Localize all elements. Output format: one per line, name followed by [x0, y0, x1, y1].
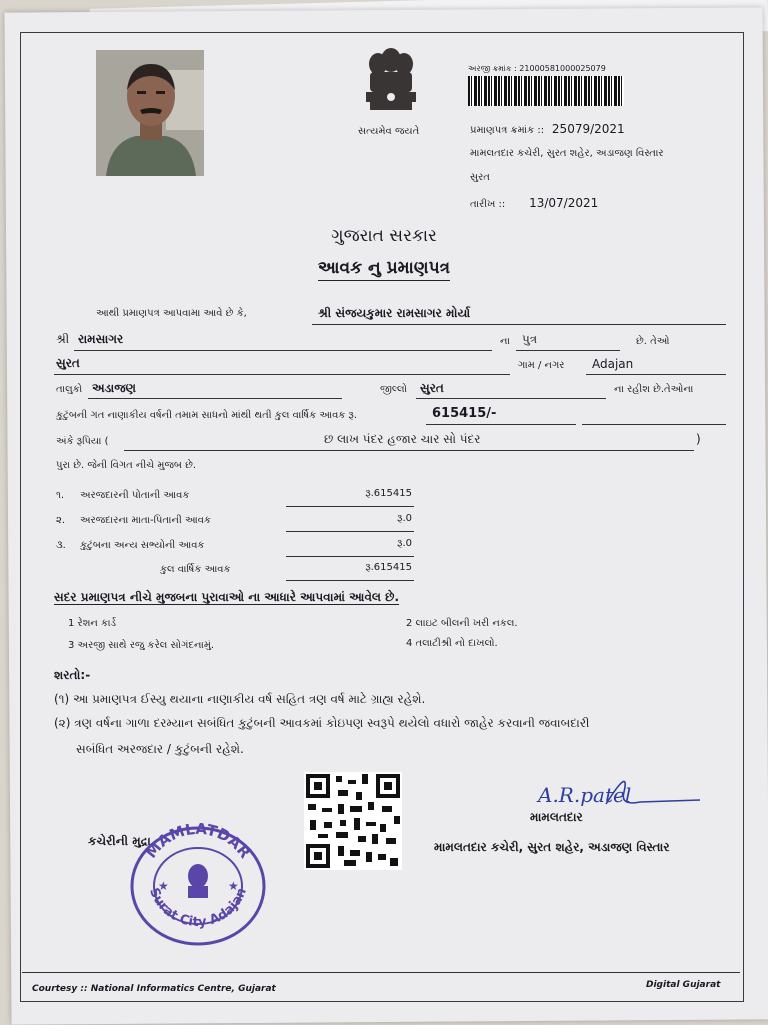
shri-label: શ્રી: [56, 332, 70, 346]
jilla-value: સુરત: [420, 381, 444, 395]
income-sentence: કુટુંબની ગત નાણાકીય વર્ષની તમામ સાધનો માંથી થતી કુલ વાર્ષિક આવક રૂ.: [56, 410, 358, 421]
underline: [286, 580, 414, 581]
footer-divider: [22, 972, 740, 973]
chhe-teo-label: છે. તેઓ: [636, 336, 670, 347]
mamlatdar-stamp: [128, 820, 268, 946]
condition-1: (૧) આ પ્રમાણપત્ર ઈસ્યુ થયાના નાણાકીય વર્ષ સહિત ત્રણ વર્ષ માટે ગ્રાહ્ય રહેશે.: [54, 692, 426, 706]
condition-2-cont: સબંધિત અરજદાર / કુટુંબની રહેશે.: [76, 742, 244, 756]
income-row-amount: રૂ.0: [397, 513, 412, 524]
taluka-label: તાલુકો: [56, 384, 83, 395]
cert-no-label: પ્રમાણપત્ર ક્રમાંક ::: [470, 125, 545, 136]
income-row-amount: રૂ.615415: [365, 488, 412, 499]
proof-item: 2 લાઇટ બીલની ખરી નકલ.: [406, 618, 518, 629]
signatory-office: મામલતદાર કચેરી, સુરત શહેર, અડાજણ વિસ્તાર: [434, 840, 670, 854]
office-seal-label: કચેરીની મુદ્રા: [88, 834, 151, 848]
place-value: સુરત: [56, 356, 80, 370]
proof-item: 4 તલાટીશ્રી નો દાખલો.: [406, 638, 498, 649]
proofs-heading-text: સદર પ્રમાણપત્ર નીચે મુજબના પુરાવાઓ ના આધારે આપવામાં આવેલ છે.: [54, 590, 400, 604]
underline: [74, 350, 492, 351]
underline: [88, 398, 342, 399]
underline: [286, 531, 414, 532]
proofs-heading: [54, 590, 399, 605]
application-no-value: 21000581000025079: [519, 64, 606, 73]
svg-text:★: ★: [158, 879, 169, 893]
jilla-label: જીલ્લો: [380, 384, 408, 395]
date-value: 13/07/2021: [529, 196, 599, 210]
emblem-motto: સત્યમેવ જયતે: [358, 126, 420, 137]
close-paren: ): [696, 432, 701, 446]
date-label: તારીખ ::: [470, 199, 506, 210]
national-emblem-icon: [356, 46, 426, 138]
total-label: કુલ વાર્ષિક આવક: [160, 564, 231, 575]
gam-value: Adajan: [592, 357, 634, 371]
govt-title: ગુજરાત સરકાર: [331, 226, 437, 246]
stamp-top-text: MAMLATDAR: [141, 820, 255, 862]
proof-item: 1 રેશન કાર્ડ: [68, 618, 117, 629]
underline: [516, 350, 620, 351]
income-row-no: ૩.: [56, 540, 66, 551]
gam-label: ગામ / નગર: [518, 360, 565, 371]
proof-item: 3 અરજી સાથે રજુ કરેલ સોગંદનામું.: [68, 640, 215, 651]
underline: [586, 374, 726, 375]
cert-no-value: 25079/2021: [551, 122, 625, 136]
underline: [286, 556, 414, 557]
total-amount: રૂ.615415: [365, 562, 412, 573]
conditions-heading: શરતો:-: [54, 668, 91, 682]
income-row-label: અરજદારના માતા-પિતાની આવક: [80, 515, 211, 526]
income-row-label: અરજદારની પોતાની આવક: [80, 490, 190, 501]
underline: [54, 374, 510, 375]
svg-text:★: ★: [228, 879, 239, 893]
income-row-no: ૨.: [56, 515, 66, 526]
applicant-photo: [96, 50, 204, 176]
underline: [582, 424, 726, 425]
relation: પુત્ર: [522, 332, 538, 346]
income-words-label: અંકે રૂપિયા (: [56, 436, 109, 447]
underline: [426, 424, 576, 425]
condition-2: (૨) ત્રણ વર્ષના ગાળા દરમ્યાન સબંધિત કુટુંબની આવકમાં કોઇપણ સ્વરૂપે થયેલો વધારો જાહેર કરવાની જવાબદારી: [54, 716, 590, 730]
barcode: [468, 76, 624, 106]
income-value: 615415/-: [432, 406, 497, 421]
footer-digital-gujarat: Digital Gujarat: [646, 980, 721, 990]
office-line-2: સુરત: [470, 172, 490, 183]
rahish-label: ના રહીશ છે.તેઓના: [614, 384, 694, 395]
document-title-text: આવક નુ પ્રમાણપત્ર: [318, 258, 450, 281]
signatory-title: મામલતદાર: [530, 810, 583, 824]
document-title: [0, 258, 768, 278]
underline: [312, 324, 726, 325]
qr-code: [304, 772, 402, 870]
office-line-1: મામલતદાર કચેરી, સુરત શહેર, અડાજણ વિસ્તાર: [470, 148, 664, 159]
svg-text:MAMLATDAR: [142, 820, 254, 862]
underline: [124, 450, 694, 451]
income-row-amount: રૂ.0: [397, 538, 412, 549]
officer-signature: [520, 762, 720, 814]
income-row-no: ૧.: [56, 490, 65, 501]
certificate-number: [470, 122, 625, 136]
father-name: રામસાગર: [78, 332, 124, 346]
footer-courtesy: Courtesy :: National Informatics Centre, Gujarat: [32, 984, 276, 994]
income-row-label: કુટુંબના અન્ય સભ્યોની આવક: [80, 540, 205, 551]
stamp-bottom-text: Surat City Adajan: [146, 886, 250, 931]
details-text: પુરા છે. જેની વિગત નીચે મુજબ છે.: [56, 460, 197, 471]
application-number: [468, 64, 606, 74]
underline: [416, 398, 606, 399]
application-no-label: અરજી ક્રમાંક :: [468, 64, 517, 73]
na-label: ના: [500, 336, 510, 347]
taluka-value: અડાજણ: [92, 381, 137, 395]
applicant-name: શ્રી સંજયકુમાર રામસાગર મોર્યા: [318, 306, 471, 320]
issue-date: [470, 196, 598, 210]
signature-text: A.R.patel: [538, 783, 632, 807]
income-words: છ લાખ પંદર હજાર ચાર સો પંદર: [324, 432, 481, 446]
intro-text: આથી પ્રમાણપત્ર આપવામા આવે છે કે,: [96, 308, 247, 319]
underline: [286, 506, 414, 507]
